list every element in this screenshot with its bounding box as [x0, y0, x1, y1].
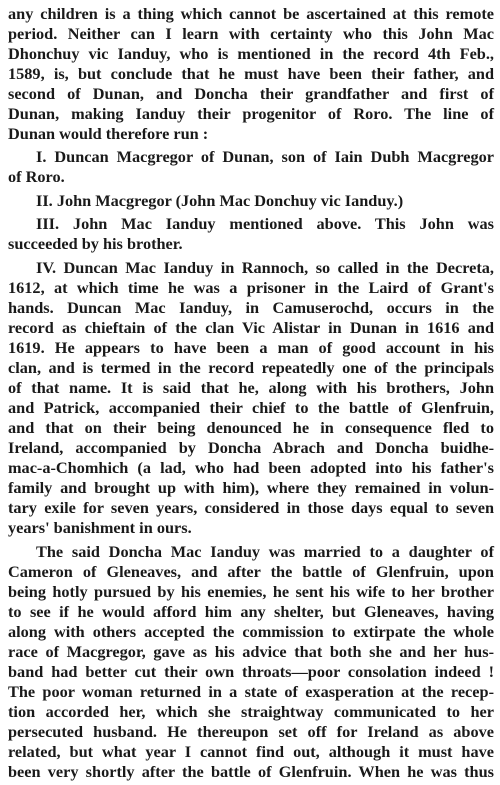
text-line: period. Neither can I learn with certainty who this John Mac [8, 24, 494, 43]
text-line: family and brought up with him), where they remained in volun- [8, 478, 494, 497]
text-line: tion accorded her, which she straightway communicated to her [8, 702, 494, 721]
text-line: Cameron of Gleneaves, and after the battle of Glenfruin, upon [8, 562, 494, 581]
text-line: to see if he would afford him any shelter, but Gleneaves, having [8, 602, 494, 621]
text-line: The poor woman returned in a state of exasperation at the recep- [8, 682, 494, 701]
text-line: second of Dunan, and Doncha their grandfather and first of [8, 84, 494, 103]
text-line: being hotly pursued by his enemies, he sent his wife to her brother [8, 582, 494, 601]
text-line: succeeded by his brother. [8, 234, 183, 253]
text-line: race of Macgregor, gave as his advice that both she and her hus- [8, 642, 494, 661]
paragraph-start: The said Doncha Mac Ianduy was married to a daughter of [36, 542, 494, 561]
text-line: tary exile for seven years, considered in those days equal to seven [8, 498, 494, 517]
text-line: along with others accepted the commission to extirpate the whole [8, 622, 494, 641]
text-line: Dunan would therefore run : [8, 124, 209, 143]
list-item-heading: II. John Macgregor (John Mac Donchuy vic Ianduy.) [36, 191, 404, 210]
text-line: of that name. It is said that he, along with his brothers, John [8, 378, 494, 397]
text-line: band had better cut their own throats—poor consolation indeed ! [8, 662, 494, 681]
text-line: been very shortly after the battle of Glenfruin. When he was thus [8, 762, 494, 781]
text-line: 1619. He appears to have been a man of good account in his [8, 338, 494, 357]
text-line: persecuted husband. He thereupon set off for Ireland as above [8, 722, 494, 741]
list-item-heading: I. Duncan Macgregor of Dunan, son of Iain Dubh Macgregor [36, 147, 494, 166]
text-line: Dhonchuy vic Ianduy, who is mentioned in the record 4th Feb., [8, 44, 494, 63]
list-item-heading: III. John Mac Ianduy mentioned above. This John was [36, 214, 494, 233]
text-line: Ireland, accompanied by Doncha Abrach and Doncha buidhe- [8, 438, 494, 457]
text-line: record as chieftain of the clan Vic Alistar in Dunan in 1616 and [8, 318, 494, 337]
text-line: clan, and is termed in the record repeatedly one of the principals [8, 358, 494, 377]
text-line: any children is a thing which cannot be ascertained at this remote [8, 4, 494, 23]
text-line: related, but what year I cannot find out, although it must have [8, 742, 494, 761]
text-line: 1612, at which time he was a prisoner in the Laird of Grant's [8, 278, 494, 297]
text-line: 1589, is, but conclude that he must have been their father, and [8, 64, 494, 83]
text-line: and that on their being denounced he in consequence fled to [8, 418, 494, 437]
text-line: hands. Duncan Mac Ianduy, in Camuserochd, occurs in the [8, 298, 494, 317]
text-line: years' banishment in ours. [8, 518, 192, 537]
text-line: and Patrick, accompanied their chief to the battle of Glenfruin, [8, 398, 494, 417]
list-item-heading: IV. Duncan Mac Ianduy in Rannoch, so called in the Decreta, [36, 258, 494, 277]
text-line: of Roro. [8, 167, 65, 186]
text-line: mac-a-Chomhich (a lad, who had been adopted into his father's [8, 458, 494, 477]
text-line: Dunan, making Ianduy their progenitor of Roro. The line of [8, 104, 494, 123]
